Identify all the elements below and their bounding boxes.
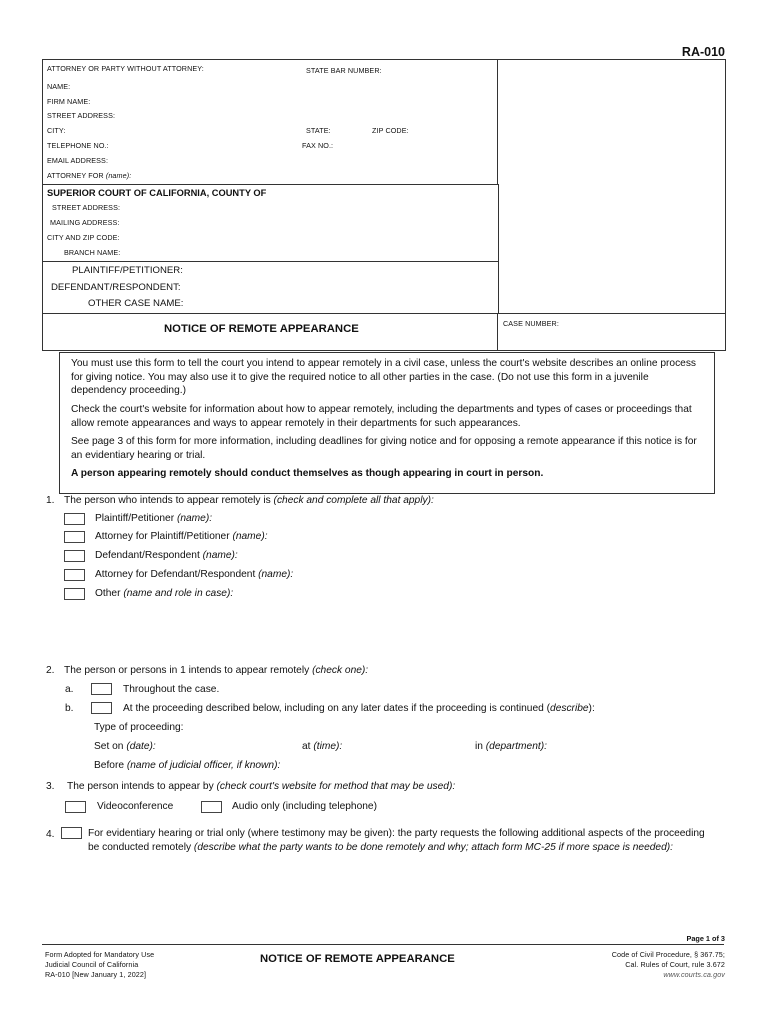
instructions-paragraph-1: You must use this form to tell the court you intend to appear remotely in a civil case, unless the court's website describes an online process for giving notice. You may also use it to give the required notice to all other parties in the case. (Do not use this form in a juvenile dependency proceeding.) <box>71 358 697 396</box>
attorney-info-box <box>42 59 499 185</box>
item4-hint: (describe what the party wants to be done remotely and why; attach form MC-25 if more space is needed): <box>193 841 673 853</box>
case-number-label: CASE NUMBER: <box>503 319 559 328</box>
attorney-defendant-checkbox[interactable] <box>64 569 85 581</box>
footer-right <box>612 950 725 979</box>
plaintiff-option <box>95 513 212 524</box>
item3-heading <box>67 781 455 792</box>
option-hint: (name and role in case): <box>123 588 234 599</box>
evidentiary-checkbox[interactable] <box>61 827 82 839</box>
telephone-label: TELEPHONE NO.: <box>47 141 109 150</box>
footer-left-line-1: Form Adopted for Mandatory Use <box>45 950 155 959</box>
item4-content <box>88 827 718 854</box>
firm-name-label: FIRM NAME: <box>47 97 91 106</box>
item2b-label: At the proceeding described below, including on any later dates if the proceeding is continued ( <box>123 703 551 714</box>
other-checkbox[interactable] <box>64 588 85 600</box>
audio-only-checkbox[interactable] <box>201 801 222 813</box>
item3-number: 3. <box>46 781 55 792</box>
page-number: Page 1 of 3 <box>686 934 725 943</box>
defendant-checkbox[interactable] <box>64 550 85 562</box>
videoconference-checkbox[interactable] <box>65 801 86 813</box>
attorney-for-hint: (name): <box>105 171 132 180</box>
attorney-label: ATTORNEY OR PARTY WITHOUT ATTORNEY: <box>47 64 204 73</box>
instructions-paragraph-3: See page 3 of this form for more information, including deadlines for giving notice and for opposing a remote appearance if this notice is for an evidentiary hearing or trial. <box>71 436 697 461</box>
footer-left-line-3: RA-010 [New January 1, 2022] <box>45 969 147 979</box>
state-label: STATE: <box>306 126 331 135</box>
court-street-label: STREET ADDRESS: <box>52 203 121 212</box>
judicial-officer-field[interactable] <box>94 760 280 771</box>
in-label: in <box>475 741 483 752</box>
option-hint: (name): <box>258 569 294 580</box>
item2-heading <box>64 665 368 676</box>
plaintiff-label: PLAINTIFF/PETITIONER: <box>72 265 183 276</box>
set-on-field[interactable] <box>94 741 156 752</box>
item2-text: The person or persons in 1 intends to appear remotely <box>64 665 310 676</box>
attorney-plaintiff-option <box>95 531 268 542</box>
time-hint: (time): <box>313 741 343 752</box>
option-hint: (name): <box>232 531 268 542</box>
option-label: Other <box>95 588 121 599</box>
form-id: RA-010 <box>681 45 725 59</box>
other-option <box>95 588 233 599</box>
option-label: Attorney for Defendant/Respondent <box>95 569 256 580</box>
item4-number: 4. <box>46 829 55 840</box>
at-label: at <box>302 741 311 752</box>
courts-website-link[interactable]: www.courts.ca.gov <box>663 969 725 979</box>
footer-left-line-2: Judicial Council of California <box>45 959 139 969</box>
item2-number: 2. <box>46 665 55 676</box>
other-case-name-label: OTHER CASE NAME: <box>88 298 184 309</box>
option-hint: (name): <box>176 513 213 524</box>
judge-hint: (name of judicial officer, if known): <box>126 760 281 771</box>
city-label: CITY: <box>47 126 66 135</box>
item1-text: The person who intends to appear remotely is <box>64 495 271 506</box>
audio-only-label: Audio only (including telephone) <box>232 801 377 812</box>
option-hint: (name): <box>202 550 238 561</box>
defendant-label: DEFENDANT/RESPONDENT: <box>51 282 181 293</box>
set-on-label: Set on <box>94 741 124 752</box>
name-label: NAME: <box>47 82 71 91</box>
footer-rule <box>42 944 724 945</box>
item1-heading <box>64 495 434 506</box>
footer-title: NOTICE OF REMOTE APPEARANCE <box>260 953 455 965</box>
item3-text: The person intends to appear by <box>67 781 214 792</box>
item2-hint: (check one): <box>312 665 369 676</box>
item3-hint: (check court's website for method that may be used): <box>216 781 456 792</box>
time-field[interactable] <box>302 741 342 752</box>
item2b-hint: describe <box>550 703 589 714</box>
fax-label: FAX NO.: <box>302 141 334 150</box>
item1-hint: (check and complete all that apply): <box>273 495 434 506</box>
option-label: Attorney for Plaintiff/Petitioner <box>95 531 230 542</box>
date-hint: (date): <box>126 741 156 752</box>
form-title: NOTICE OF REMOTE APPEARANCE <box>164 323 359 335</box>
footer-right-line-2: Cal. Rules of Court, rule 3.672 <box>625 959 725 969</box>
attorney-for-label: ATTORNEY FOR <box>47 171 104 180</box>
throughout-case-checkbox[interactable] <box>91 683 112 695</box>
item2b-letter: b. <box>65 703 74 714</box>
zip-label: ZIP CODE: <box>372 126 409 135</box>
proceeding-type-label: Type of proceeding: <box>94 722 184 733</box>
department-hint: (department): <box>485 741 547 752</box>
footer-left <box>45 950 154 979</box>
email-label: EMAIL ADDRESS: <box>47 156 109 165</box>
footer-right-line-1: Code of Civil Procedure, § 367.75; <box>611 950 725 959</box>
court-mailing-label: MAILING ADDRESS: <box>50 218 120 227</box>
court-title: SUPERIOR COURT OF CALIFORNIA, COUNTY OF <box>47 188 267 198</box>
court-branch-label: BRANCH NAME: <box>64 248 121 257</box>
street-address-label: STREET ADDRESS: <box>47 111 116 120</box>
defendant-option <box>95 550 238 561</box>
court-use-box[interactable] <box>497 59 726 315</box>
plaintiff-checkbox[interactable] <box>64 513 85 525</box>
before-label: Before <box>94 760 125 771</box>
option-label: Plaintiff/Petitioner <box>95 513 175 524</box>
item4-text: For evidentiary hearing or trial only (where testimony may be given): the party requests the following additional aspects of the proceeding be conducted remotely <box>88 828 705 853</box>
item1-number: 1. <box>46 495 55 506</box>
instructions-paragraph-4: A person appearing remotely should conduct themselves as though appearing in court in person. <box>71 468 544 479</box>
instructions-paragraph-2: Check the court's website for information about how to appear remotely, including the departments and types of cases or proceedings that allow remote appearances and ways to appear remotely in their departments for such appearances. <box>71 404 692 429</box>
department-field[interactable] <box>475 741 547 752</box>
videoconference-label: Videoconference <box>97 801 174 812</box>
state-bar-label: STATE BAR NUMBER: <box>306 66 382 75</box>
attorney-plaintiff-checkbox[interactable] <box>64 531 85 543</box>
item2a-letter: a. <box>65 684 74 695</box>
item2b-end: ): <box>588 703 595 714</box>
option-label: Defendant/Respondent <box>95 550 200 561</box>
throughout-case-label: Throughout the case. <box>123 684 220 695</box>
specific-proceeding-checkbox[interactable] <box>91 702 112 714</box>
attorney-for-row <box>47 171 131 180</box>
court-city-zip-label: CITY AND ZIP CODE: <box>47 233 120 242</box>
attorney-defendant-option <box>95 569 293 580</box>
specific-proceeding-text <box>123 703 595 714</box>
